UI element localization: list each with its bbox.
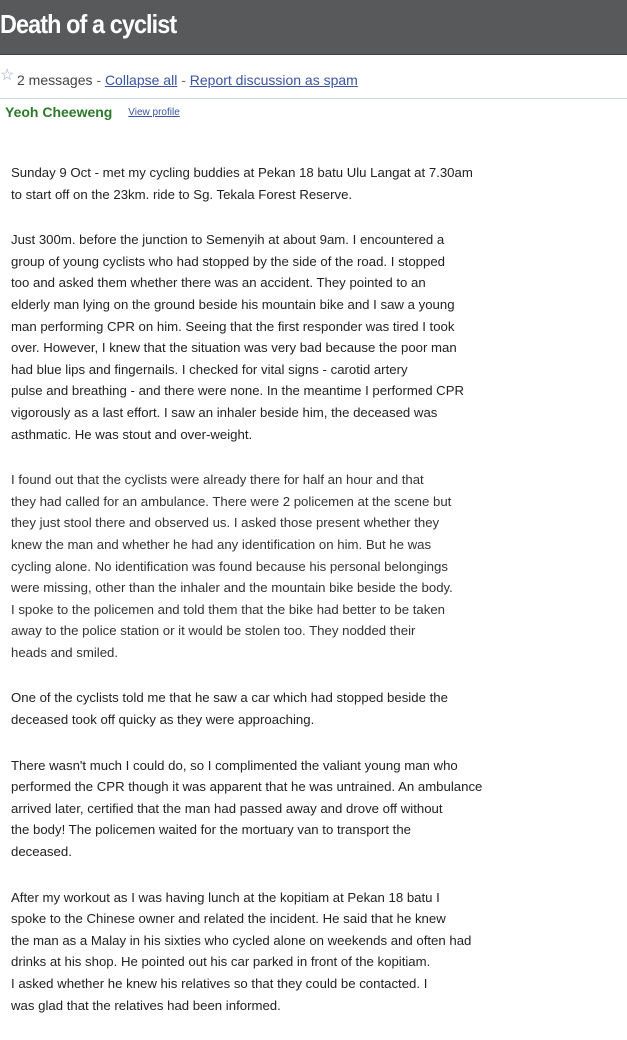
post-paragraph: After my workout as I was having lunch at the kopitiam at Pekan 18 batu I spoke to the Chinese owner and related the incident. He said that he knew the man as a Malay in his sixties who cycled alone on weekends and often had drinks at his shop. He pointed out his car parked in front of the kopitiam. I asked whether he knew his relatives so that they could be contacted. I was glad that the relatives had been informed. <box>11 889 472 1013</box>
separator: - <box>96 72 102 88</box>
post-paragraph: Sunday 9 Oct - met my cycling buddies at Pekan 18 batu Ulu Langat at 7.30am to start off on the 23km. ride to Sg. Tekala Forest Reserve. <box>11 165 473 202</box>
post-body <box>11 162 611 1040</box>
post-paragraph: Just 300m. before the junction to Semenyih at about 9am. I encountered a group of young cyclists who had stopped by the side of the road. I stopped too and asked them whether there was an accident. They pointed to an elderly man lying on the ground beside his mountain bike and I saw a young man performing CPR on him. Seeing that the first responder was tired I took over. However, I knew that the situation was very bad because the poor man had blue lips and fingernails. I checked for vital signs - carotid artery pulse and breathing - and there were none. In the meantime I performed CPR vigorously as a last effort. I saw an inhaler beside him, the deceased was asthmatic. He was stout and over-weight. <box>11 232 465 442</box>
thread-title-bar <box>0 0 627 55</box>
thread-meta-bar <box>0 62 627 99</box>
post-paragraph: I found out that the cyclists were already there for half an hour and that they had called for an ambulance. There were 2 policemen at the scene but they just stool there and observed us. I asked those present whether they knew the man and whether he had any identification on him. But he was cycling alone. No identification was found because his personal belongings were missing, other than the inhaler and the mountain bike beside the body. I spoke to the policemen and told them that the bike had better to be taken away to the police station or it would be stolen too. They nodded their heads and smiled. <box>11 472 453 660</box>
thread-title: Death of a cyclist <box>0 9 177 39</box>
post-author-row <box>5 104 180 124</box>
message-count: 2 messages <box>17 72 93 88</box>
star-icon[interactable]: ☆ <box>0 67 15 84</box>
author-name[interactable]: Yeoh Cheeweng <box>5 104 113 120</box>
view-profile-link[interactable]: View profile <box>128 107 180 118</box>
collapse-all-link[interactable]: Collapse all <box>104 72 178 88</box>
separator: - <box>181 72 186 88</box>
thread-actions <box>17 72 358 88</box>
report-spam-link[interactable]: Report discussion as spam <box>189 72 358 88</box>
post-paragraph: There wasn't much I could do, so I complimented the valiant young man who performed the CPR though it was apparent that he was untrained. An ambulance arrived later, certified that the man had passed away and drove off without the body! The policemen waited for the mortuary van to transport the deceased. <box>11 757 483 860</box>
post-paragraph: One of the cyclists told me that he saw a car which had stopped beside the deceased took off quicky as they were approaching. <box>11 690 448 728</box>
